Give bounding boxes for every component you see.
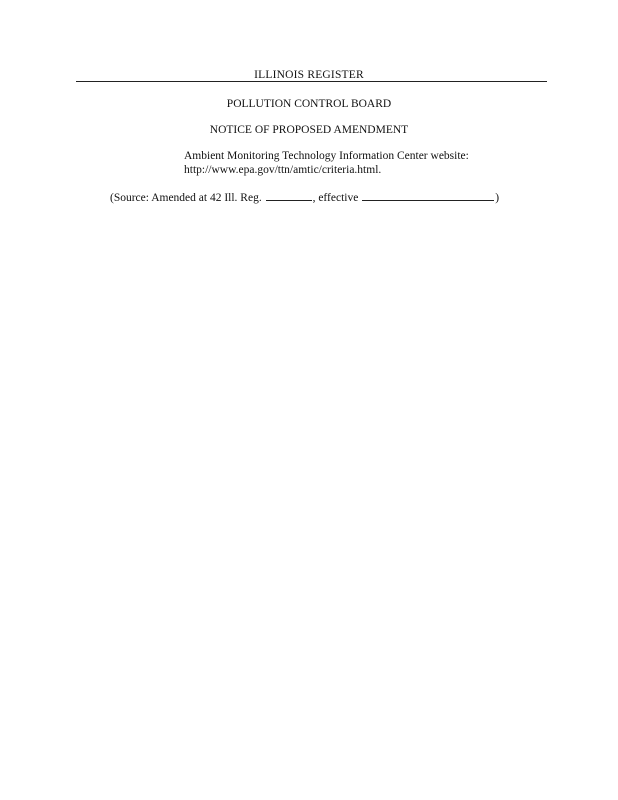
source-prefix: (Source: Amended at 42 Ill. Reg. — [110, 192, 262, 204]
source-close: ) — [495, 192, 500, 204]
website-line-1: Ambient Monitoring Technology Information Center website: — [184, 150, 469, 162]
board-name: POLLUTION CONTROL BOARD — [226, 98, 392, 110]
register-header — [0, 68, 618, 82]
source-effective: , effective — [312, 192, 359, 204]
source-note — [110, 190, 499, 205]
register-page-blank — [266, 190, 312, 201]
register-title: ILLINOIS REGISTER — [254, 69, 364, 81]
website-reference — [184, 149, 469, 177]
effective-date-blank — [362, 190, 494, 201]
website-line-2: http://www.epa.gov/ttn/amtic/criteria.html. — [184, 164, 382, 176]
notice-title: NOTICE OF PROPOSED AMENDMENT — [209, 124, 409, 136]
